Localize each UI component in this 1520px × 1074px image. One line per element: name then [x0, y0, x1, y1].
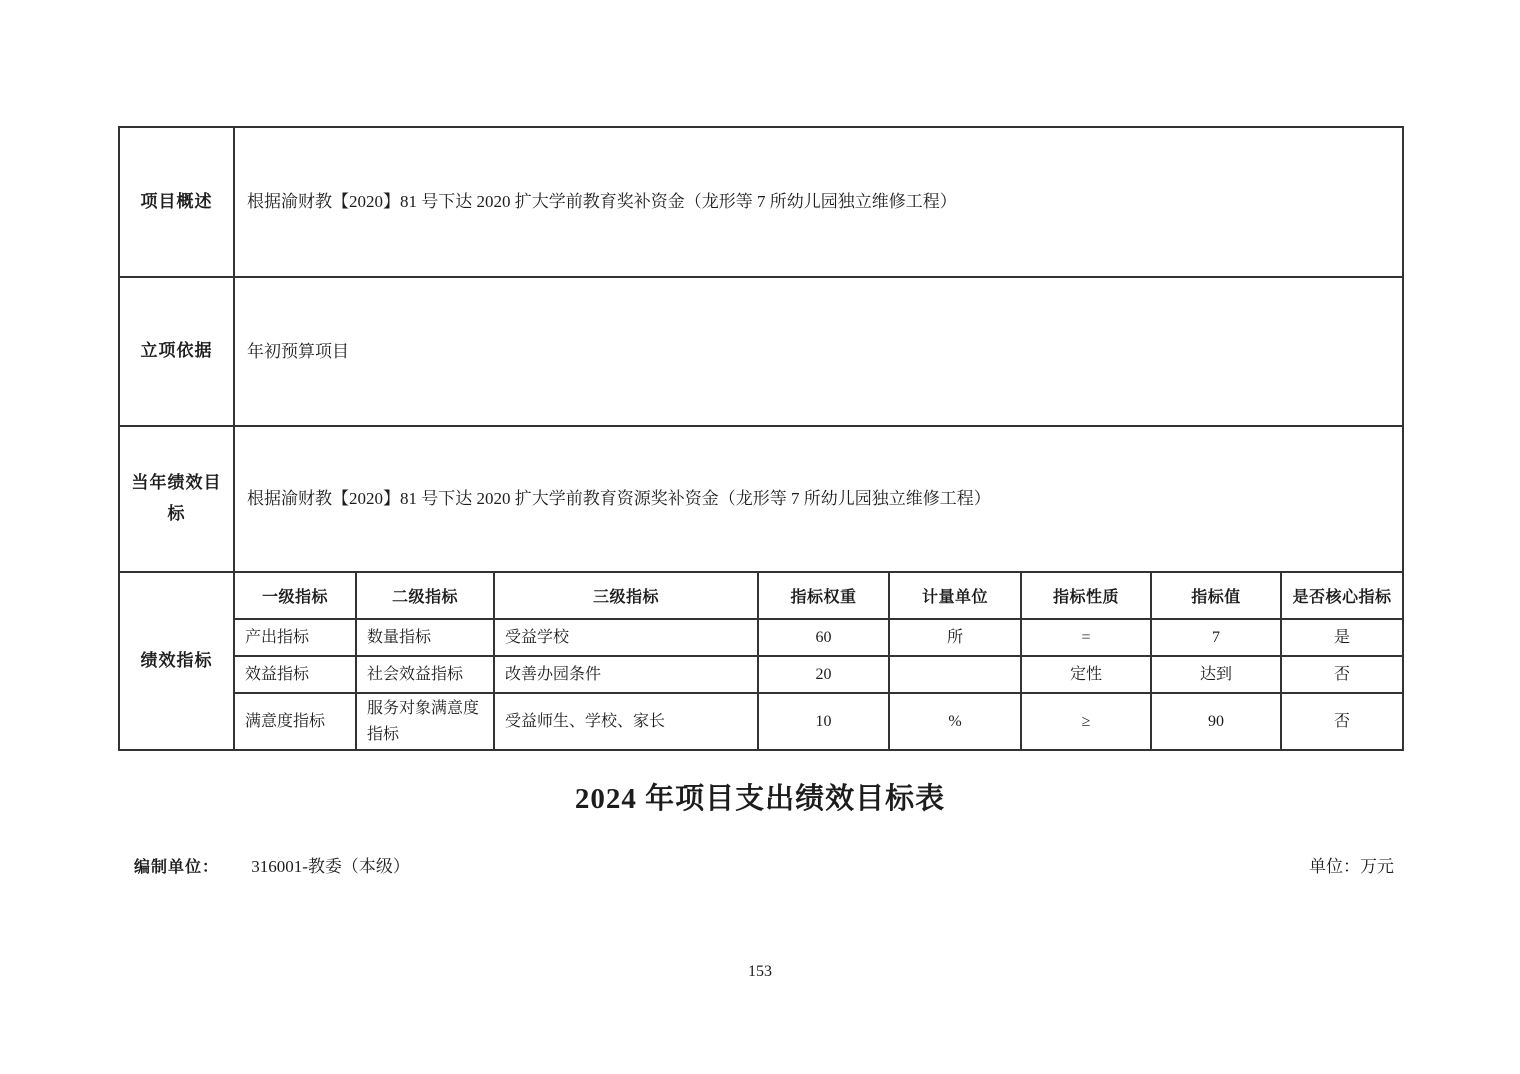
indicator-header-row — [119, 572, 1403, 619]
header-level1: 一级指标 — [234, 572, 356, 619]
table-row — [119, 277, 1403, 426]
header-core: 是否核心指标 — [1281, 572, 1403, 619]
indicator-row-satisfaction — [119, 693, 1403, 750]
cell-level1: 满意度指标 — [234, 693, 356, 750]
cell-value: 90 — [1151, 693, 1281, 750]
table-row — [119, 426, 1403, 572]
project-basis-text: 年初预算项目 — [234, 277, 1403, 426]
cell-nature: = — [1021, 619, 1151, 656]
cell-unit — [889, 656, 1021, 693]
header-nature: 指标性质 — [1021, 572, 1151, 619]
indicator-row-output — [119, 619, 1403, 656]
cell-level2: 服务对象满意度指标 — [356, 693, 494, 750]
cell-level2: 社会效益指标 — [356, 656, 494, 693]
cell-weight: 10 — [758, 693, 889, 750]
header-level2: 二级指标 — [356, 572, 494, 619]
page-number: 153 — [748, 963, 772, 980]
cell-level3: 受益师生、学校、家长 — [494, 693, 758, 750]
cell-nature: 定性 — [1021, 656, 1151, 693]
header-weight: 指标权重 — [758, 572, 889, 619]
cell-level3: 改善办园条件 — [494, 656, 758, 693]
row-label-annual-target: 当年绩效目标 — [119, 426, 234, 572]
meta-row — [118, 852, 1402, 876]
cell-level1: 产出指标 — [234, 619, 356, 656]
annual-target-text: 根据渝财教【2020】81 号下达 2020 扩大学前教育资源奖补资金（龙形等 7 所幼儿园独立维修工程） — [234, 426, 1403, 572]
cell-level3: 受益学校 — [494, 619, 758, 656]
preparing-unit-value: 316001-教委（本级） — [251, 857, 410, 876]
cell-core: 是 — [1281, 619, 1403, 656]
cell-core: 否 — [1281, 693, 1403, 750]
cell-nature: ≥ — [1021, 693, 1151, 750]
row-label-project-overview: 项目概述 — [119, 127, 234, 277]
row-label-project-basis: 立项依据 — [119, 277, 234, 426]
project-overview-text: 根据渝财教【2020】81 号下达 2020 扩大学前教育奖补资金（龙形等 7 所幼儿园独立维修工程） — [234, 127, 1403, 277]
document-title: 2024 年项目支出绩效目标表 — [574, 783, 946, 815]
cell-core: 否 — [1281, 656, 1403, 693]
indicator-row-benefit — [119, 656, 1403, 693]
cell-weight: 20 — [758, 656, 889, 693]
cell-level2: 数量指标 — [356, 619, 494, 656]
header-value: 指标值 — [1151, 572, 1281, 619]
cell-value: 达到 — [1151, 656, 1281, 693]
cell-weight: 60 — [758, 619, 889, 656]
header-level3: 三级指标 — [494, 572, 758, 619]
performance-target-table — [118, 126, 1404, 751]
cell-unit: 所 — [889, 619, 1021, 656]
cell-unit: % — [889, 693, 1021, 750]
header-unit: 计量单位 — [889, 572, 1021, 619]
table-row — [119, 127, 1403, 277]
cell-value: 7 — [1151, 619, 1281, 656]
cell-level1: 效益指标 — [234, 656, 356, 693]
row-label-performance-indicators: 绩效指标 — [119, 572, 234, 750]
currency-unit-note: 单位：万元 — [1309, 857, 1394, 876]
preparing-unit-label: 编制单位： — [134, 859, 220, 876]
